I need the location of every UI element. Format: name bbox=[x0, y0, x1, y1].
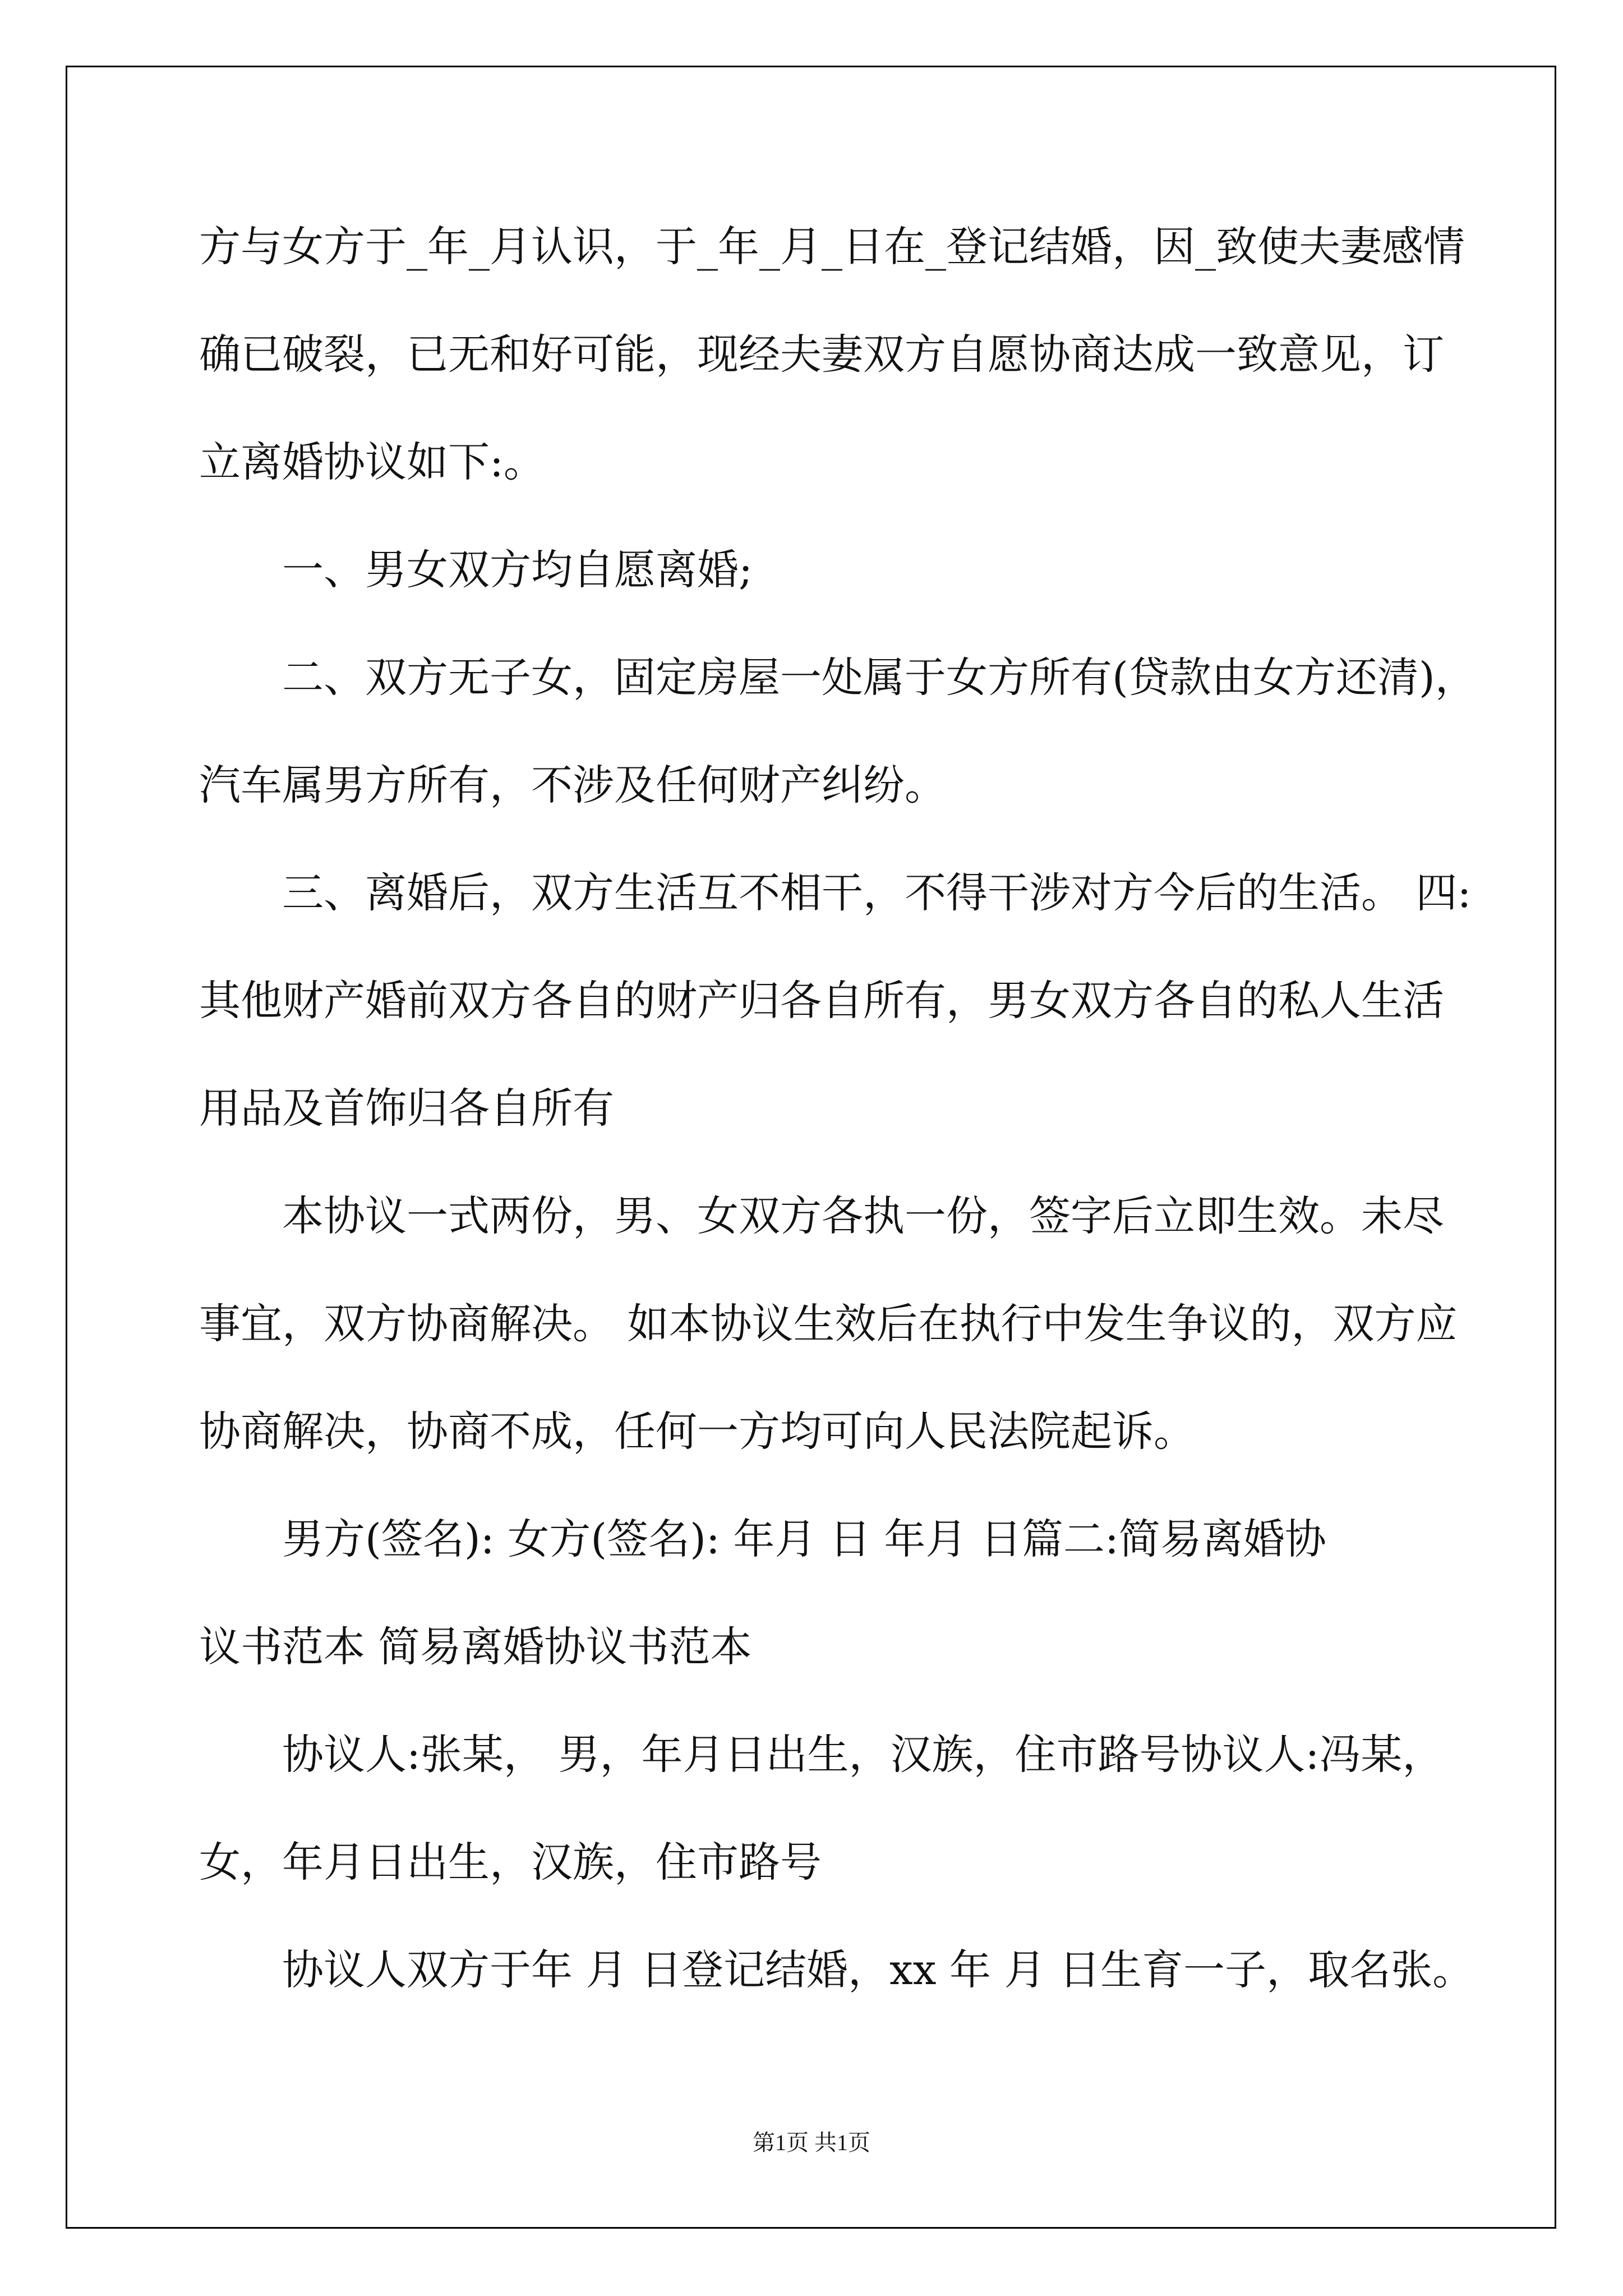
text-line: 协商解决，协商不成，任何一方均可向人民法院起诉。 bbox=[199, 1407, 1195, 1456]
text-line: 汽车属男方所有，不涉及任何财产纠纷。 bbox=[199, 761, 946, 809]
page-number: 第1页 共1页 bbox=[753, 2130, 870, 2155]
page-border bbox=[66, 66, 1556, 2229]
text-line: 事宜，双方协商解决。 如本协议生效后在执行中发生争议的，双方应 bbox=[199, 1300, 1458, 1348]
text-line: 男方(签名): 女方(签名): 年月 日 年月 日篇二:简易离婚协 bbox=[282, 1515, 1326, 1563]
text-line: 其他财产婚前双方各自的财产归各自所有，男女双方各自的私人生活 bbox=[199, 977, 1444, 1025]
text-line: 二、双方无子女，固定房屋一处属于女方所有(贷款由女方还清)， bbox=[282, 654, 1477, 702]
text-line: 协议人:张某， 男，年月日出生，汉族，住市路号协议人:冯某， bbox=[282, 1731, 1444, 1779]
text-line: 三、离婚后，双方生活互不相干，不得干涉对方今后的生活。 四: bbox=[282, 869, 1472, 917]
text-line: 协议人双方于年 月 日登记结婚，xx 年 月 日生育一子，取名张。 bbox=[282, 1946, 1474, 1994]
text-line: 用品及首饰归各自所有 bbox=[199, 1084, 614, 1133]
text-line: 方与女方于_年_月认识，于_年_月_日在_登记结婚，因_致使夫妻感情 bbox=[199, 223, 1465, 271]
text-line: 议书范本 简易离婚协议书范本 bbox=[199, 1623, 752, 1671]
text-line: 女，年月日出生，汉族，住市路号 bbox=[199, 1838, 822, 1887]
text-line: 立离婚协议如下:。 bbox=[199, 438, 545, 486]
text-line: 一、男女双方均自愿离婚; bbox=[282, 546, 753, 594]
text-line: 确已破裂，已无和好可能，现经夫妻双方自愿协商达成一致意见，订 bbox=[199, 330, 1444, 379]
text-line: 本协议一式两份，男、女双方各执一份，签字后立即生效。未尽 bbox=[282, 1192, 1444, 1240]
